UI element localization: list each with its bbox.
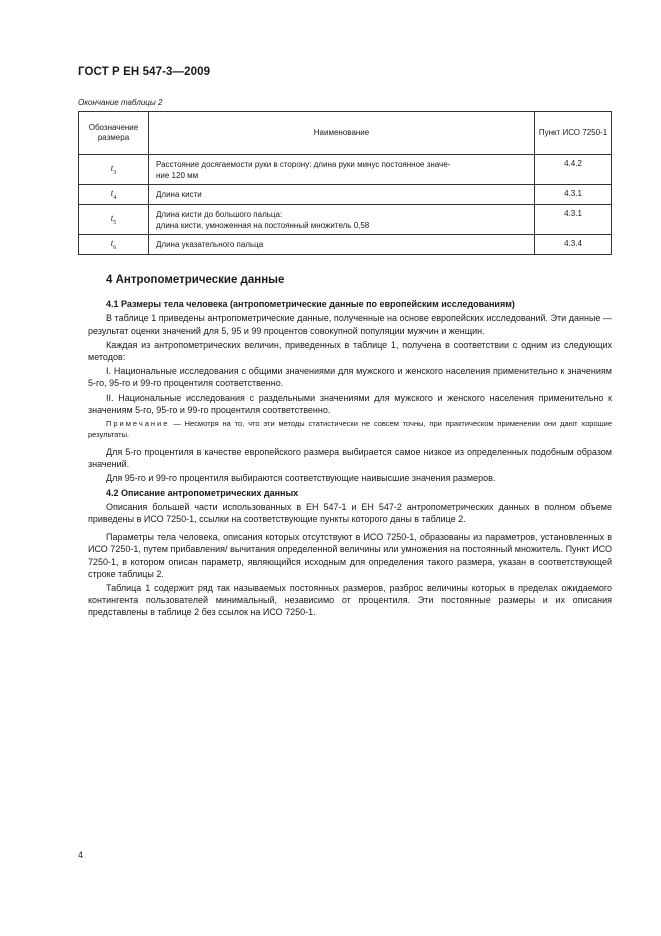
section-4-body [88,274,612,621]
paragraph: Описания большей части использованных в ЕН 547-1 и ЕН 547-2 антропометрических данных в полном объеме приведены в ИСО 7250-1, ссылки на соответствующие пункты которого даны в таблице 2. [88,501,612,525]
table-row [79,155,612,185]
table-row [79,185,612,205]
row-name: Длина указательного пальца [149,235,535,255]
row-name: Расстояние досягаемости руки в сторону: длина руки минус постоянное значе- ние 120 мм [149,155,535,185]
paragraph: Таблица 1 содержит ряд так называемых постоянных размеров, разброс величины которых в пределах ожидаемого контингента пользователей минимальный, независимо от процентиля. Эти постоянные размеры и их описания представлены в таблице 2 без ссылок на ИСО 7250-1. [88,583,612,618]
row-clause: 4.4.2 [535,155,612,185]
section-4-title: 4 Антропометрические данные [106,274,285,286]
row-clause: 4.3.1 [535,185,612,205]
note [88,418,612,440]
section-4-2-title: 4.2 Описание антропометрических данных [106,487,299,498]
header-name: Наименование [149,112,535,155]
note-text: — Несмотря на то, что эти методы статистически не совсем точны, при практическом применении они дают хорошие результаты. [88,419,612,440]
table-row [79,205,612,235]
row-name: Длина кисти до большого пальца: длина кисти, умноженная на постоянный множитель 0,58 [149,205,535,235]
paragraph: II. Национальные исследования с раздельными значениями для мужского и женского населения применительно к значениям 5-го, 95-го и 99-го процентиля соответственно. [88,392,612,415]
table-header-row [79,112,612,155]
row-symbol: $t_6$ [79,235,149,255]
row-symbol: $t_5$ [79,205,149,235]
header-designation: Обозначение размера [79,112,149,155]
page-number: 4 [78,850,84,860]
row-symbol: $t_4$ [79,185,149,205]
row-symbol: $t_3$ [79,155,149,185]
paragraph: В таблице 1 приведены антропометрические данные, полученные на основе европейских исследований. Эти данные — результат оценки значений для 5, 95 и 99 процентов совокупной популяции мужчин и женщин. [88,313,612,336]
header-clause: Пункт ИСО 7250-1 [535,112,612,155]
table-row [79,235,612,255]
document-header: ГОСТ Р ЕН 547-3—2009 [78,66,211,78]
row-name: Длина кисти [149,185,535,205]
note-label: Примечание [106,419,170,429]
row-clause: 4.3.1 [535,205,612,235]
row-clause: 4.3.4 [535,235,612,255]
paragraph: Для 5-го процентиля в качестве европейского размера выбирается самое низкое из определенных подобным образом значений. [88,447,612,470]
table-caption: Окончание таблицы 2 [78,98,163,107]
paragraph: I. Национальные исследования с общими значениями для мужского и женского населения применительно к значениям 5-го, 95-го и 99-го процентиля соответственно. [88,366,612,389]
section-4-1-title: 4.1 Размеры тела человека (антропометрические данные по европейским исследованиям) [106,299,515,310]
dimensions-table [78,111,612,255]
paragraph: Для 95-го и 99-го процентиля выбираются соответствующие наивысшие значения размеров. [106,473,496,484]
paragraph: Параметры тела человека, описания которых отсутствуют в ИСО 7250-1, образованы из параметров, установленных в ИСО 7250-1, путем прибавления/ вычитания определенной величины или умножения на постоянный множитель. Пункт ИСО 7250-1, в котором описан параметр, являющийся исходным для определения такого размера, указан в соответствующей строке таблицы 2. [88,532,612,579]
paragraph: Каждая из антропометрических величин, приведенных в таблице 1, получена в соответствии с одним из следующих методов: [88,339,612,363]
